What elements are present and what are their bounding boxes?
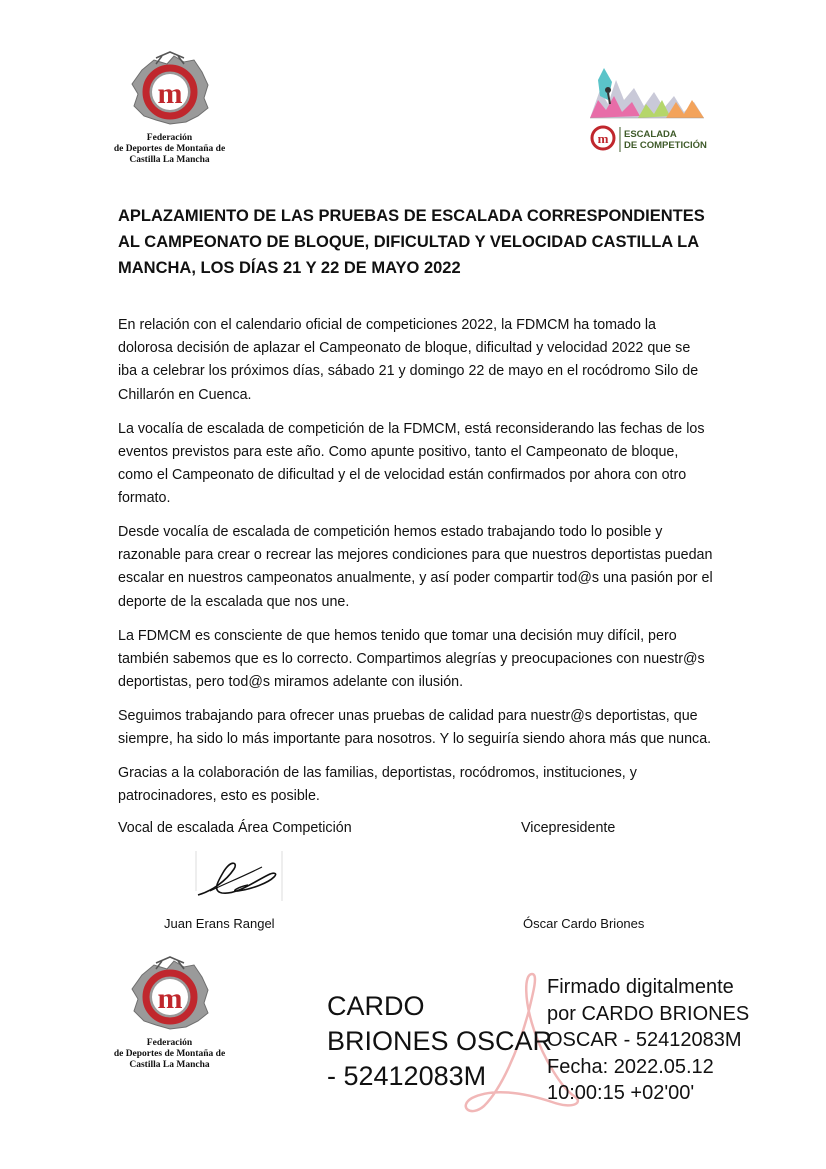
federation-name-line: Castilla La Mancha bbox=[129, 1060, 210, 1070]
digital-signer-line: CARDO bbox=[327, 991, 425, 1021]
digital-signature-line: 10:00:15 +02'00' bbox=[547, 1082, 695, 1104]
fdmcm-logo-icon bbox=[112, 50, 227, 128]
digital-signature-info bbox=[547, 974, 749, 1107]
federation-logo-bottom bbox=[112, 955, 227, 1071]
svg-text:m: m bbox=[157, 77, 183, 110]
svg-text:m: m bbox=[597, 131, 609, 146]
federation-name bbox=[112, 133, 227, 166]
fdmcm-logo-icon bbox=[112, 955, 227, 1033]
competition-logo-line: ESCALADA bbox=[624, 129, 677, 140]
federation-name-line: de Deportes de Montaña de bbox=[113, 144, 226, 154]
digital-signature-line: por CARDO BRIONES bbox=[547, 1002, 750, 1025]
digital-signer-line: - 52412083M bbox=[327, 1061, 487, 1091]
digital-signature-line: Fecha: 2022.05.12 bbox=[547, 1055, 714, 1078]
signatory-name-left: Juan Erans Rangel bbox=[164, 916, 275, 931]
federation-name-line: de Deportes de Montaña de bbox=[113, 1049, 226, 1059]
body-paragraph: Desde vocalía de escalada de competición hemos estado trabajando todo lo posible y razonable para crear o recrear las mejores condiciones para que nuestros deportistas puedan escalar en nuestros campeonatos anualmente, y así poder compartir tod@s una pasión por el deporte de la escalada que nos une. bbox=[118, 524, 713, 610]
signatory-role-right: Vicepresidente bbox=[521, 820, 616, 836]
body-paragraph: Seguimos trabajando para ofrecer unas pruebas de calidad para nuestr@s deportistas, que siempre, ha sido lo más importante para nosotros. Y lo seguiría siendo ahora más que nunca. bbox=[118, 707, 712, 747]
federation-logo-top bbox=[112, 50, 227, 166]
document-title: APLAZAMIENTO DE LAS PRUEBAS DE ESCALADA CORRESPONDIENTES AL CAMPEONATO DE BLOQUE, DIFICULTAD Y VELOCIDAD CASTILLA LA MANCHA, LOS DÍAS 21 Y 22 DE MAYO 2022 bbox=[118, 207, 705, 277]
body-paragraph: La FDMCM es consciente de que hemos tenido que tomar una decisión muy difícil, pero también sabemos que es lo correcto. Compartimos alegrías y preocupaciones con nuestr@s deportistas, pero tod@s miramos adelante con ilusión. bbox=[118, 627, 705, 690]
signatory-name-right: Óscar Cardo Briones bbox=[523, 916, 645, 931]
competition-logo-line: DE COMPETICIÓN bbox=[624, 140, 707, 151]
federation-name bbox=[112, 1038, 227, 1071]
body-paragraph: En relación con el calendario oficial de competiciones 2022, la FDMCM ha tomado la dolorosa decisión de aplazar el Campeonato de bloque, dificultad y velocidad 2022 que se iba a celebrar los próximos días, sábado 21 y domingo 22 de mayo en el rocódromo Silo de Chillarón en Cuenca. bbox=[118, 317, 699, 403]
competition-logo-text bbox=[624, 129, 707, 151]
signature-icon bbox=[192, 851, 284, 901]
body-paragraph: Gracias a la colaboración de las familias, deportistas, rocódromos, instituciones, y patrocinadores, esto es posible. bbox=[118, 764, 637, 805]
digital-signature-line: Firmado digitalmente bbox=[547, 976, 734, 998]
svg-text:m: m bbox=[157, 982, 183, 1015]
signatory-role-left: Vocal de escalada Área Competición bbox=[118, 820, 352, 836]
federation-name-line: Federación bbox=[146, 133, 193, 143]
document-body bbox=[118, 314, 713, 819]
digital-signature-line: OSCAR - 52412083M bbox=[547, 1029, 742, 1051]
federation-name-line: Federación bbox=[146, 1038, 193, 1048]
handwritten-signature bbox=[192, 851, 284, 901]
digital-signer-name bbox=[327, 989, 552, 1094]
digital-signer-line: BRIONES OSCAR bbox=[327, 1026, 553, 1056]
body-paragraph: La vocalía de escalada de competición de la FDMCM, está reconsiderando las fechas de los eventos previstos para este año. Como apunte positivo, tanto el Campeonato de bloque, como el Campeonato de dificultad y el de velocidad están confirmados por ahora con otro formato. bbox=[118, 420, 705, 507]
federation-name-line: Castilla La Mancha bbox=[129, 155, 210, 165]
